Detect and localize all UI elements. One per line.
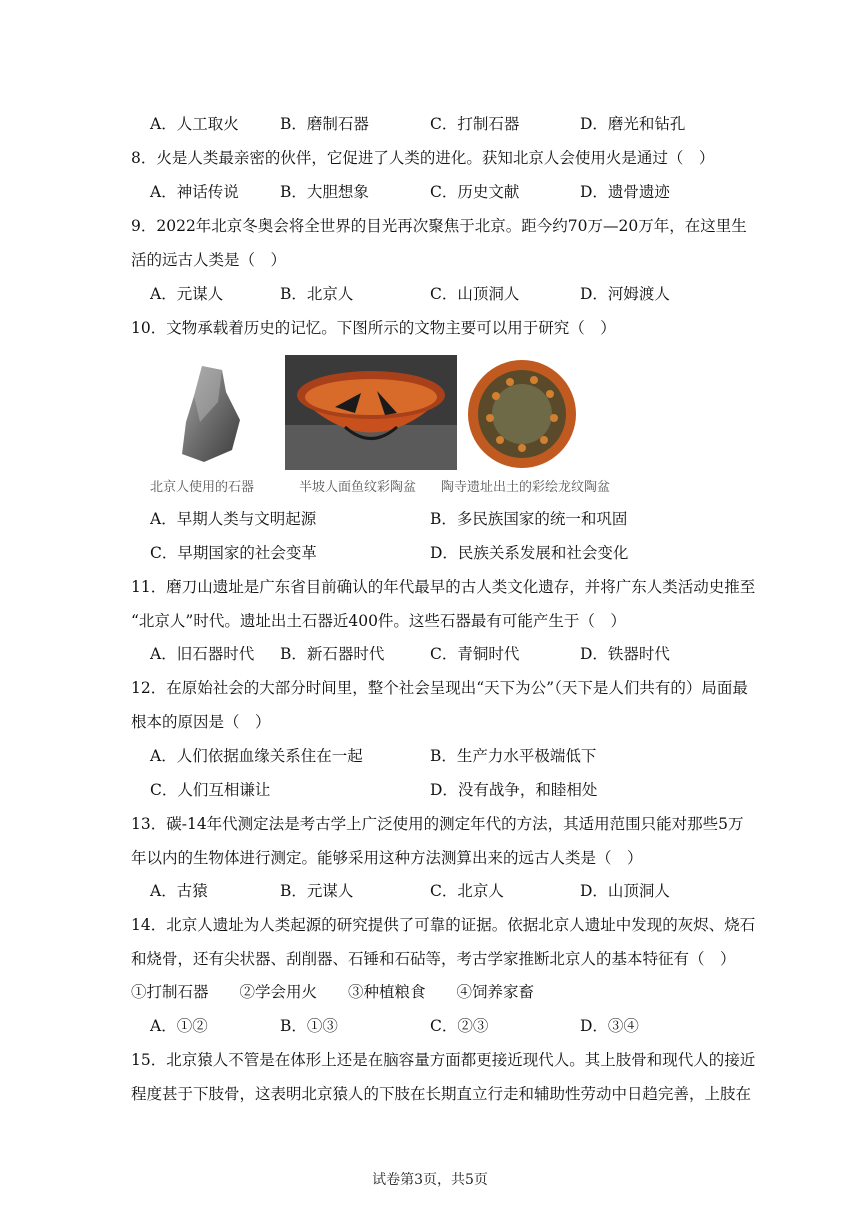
q9-stem: 9．2022年北京冬奥会将全世界的目光再次聚焦于北京。距今约70万—20万年，在这里生	[131, 217, 747, 235]
q13-option-a: A．古猿	[150, 882, 208, 900]
q9-stem-line2: 活的远古人类是（ ）	[131, 251, 287, 269]
q14-stem: 14．北京人遗址为人类起源的研究提供了可靠的证据。依据北京人遗址中发现的灰烬、烧石	[131, 916, 756, 934]
stone-tool-image	[160, 362, 250, 472]
q14-option-c: C．②③	[430, 1017, 489, 1035]
q10-option-b: B．多民族国家的统一和巩固	[430, 510, 628, 528]
q14-option-a: A．①②	[150, 1017, 208, 1035]
q13-option-c: C．北京人	[430, 882, 504, 900]
q7-option-b: B．磨制石器	[280, 115, 369, 133]
q9-option-d: D．河姆渡人	[580, 285, 670, 303]
q13-option-d: D．山顶洞人	[580, 882, 670, 900]
q12-stem-line2: 根本的原因是（ ）	[131, 713, 271, 731]
q10-option-d: D．民族关系发展和社会变化	[430, 544, 629, 562]
caption-stone-tool: 北京人使用的石器	[150, 480, 255, 495]
q14-stem-line2: 和烧骨，还有尖状器、刮削器、石锤和石砧等，考古学家推断北京人的基本特征有（ ）	[131, 950, 736, 968]
q15-stem: 15．北京猿人不管是在体形上还是在脑容量方面都更接近现代人。其上肢骨和现代人的接近	[131, 1051, 756, 1069]
q7-option-c: C．打制石器	[430, 115, 520, 133]
q15-stem-line2: 程度甚于下肢骨，这表明北京猿人的下肢在长期直立行走和辅助性劳动中日趋完善，上肢在	[131, 1085, 752, 1103]
q12-option-d: D．没有战争，和睦相处	[430, 781, 598, 799]
q11-stem: 11．磨刀山遗址是广东省目前确认的年代最早的古人类文化遗存，并将广东人类活动史推至	[131, 578, 756, 596]
q11-stem-line2: “北京人”时代。遗址出土石器近400件。这些石器最有可能产生于（ ）	[131, 612, 626, 630]
q12-option-c: C．人们互相谦让	[150, 781, 271, 799]
q13-option-b: B．元谋人	[280, 882, 354, 900]
caption-banpo-bowl: 半坡人面鱼纹彩陶盆	[299, 480, 417, 495]
q10-option-c: C．早期国家的社会变革	[150, 544, 317, 562]
q14-option-b: B．①③	[280, 1017, 338, 1035]
q8-option-c: C．历史文献	[430, 183, 520, 201]
q8-option-d: D．遗骨遗迹	[580, 183, 670, 201]
q13-stem: 13．碳-14年代测定法是考古学上广泛使用的测定年代的方法，其适用范围只能对那些5万	[131, 815, 744, 833]
q8-option-b: B．大胆想象	[280, 183, 369, 201]
q11-option-b: B．新石器时代	[280, 645, 385, 663]
q8-option-a: A．神话传说	[150, 183, 239, 201]
q10-option-a: A．早期人类与文明起源	[150, 510, 317, 528]
q11-option-a: A．旧石器时代	[150, 645, 255, 663]
taosi-dragon-bowl-image	[466, 358, 578, 470]
page-footer: 试卷第3页，共5页	[372, 1172, 488, 1188]
q12-option-a: A．人们依据血缘关系住在一起	[150, 747, 363, 765]
q9-option-b: B．北京人	[280, 285, 354, 303]
q12-stem: 12．在原始社会的大部分时间里，整个社会呈现出“天下为公”（天下是人们共有的）局面最	[131, 679, 748, 697]
q7-option-d: D．磨光和钻孔	[580, 115, 686, 133]
banpo-bowl-image	[285, 355, 457, 470]
q9-option-a: A．元谋人	[150, 285, 224, 303]
q14-option-d: D．③④	[580, 1017, 639, 1035]
q8-stem: 8．火是人类最亲密的伙伴，它促进了人类的进化。获知北京人会使用火是通过（ ）	[131, 149, 715, 167]
q12-option-b: B．生产力水平极端低下	[430, 747, 597, 765]
q11-option-d: D．铁器时代	[580, 645, 670, 663]
q7-option-a: A．人工取火	[150, 115, 239, 133]
caption-taosi-bowl: 陶寺遗址出土的彩绘龙纹陶盆	[441, 480, 611, 495]
q14-items: ①打制石器 ②学会用火 ③种植粮食 ④饲养家畜	[131, 983, 535, 1001]
q13-stem-line2: 年以内的生物体进行测定。能够采用这种方法测算出来的远古人类是（ ）	[131, 849, 643, 867]
q9-option-c: C．山顶洞人	[430, 285, 520, 303]
q10-stem: 10．文物承载着历史的记忆。下图所示的文物主要可以用于研究（ ）	[131, 319, 616, 337]
q11-option-c: C．青铜时代	[430, 645, 520, 663]
